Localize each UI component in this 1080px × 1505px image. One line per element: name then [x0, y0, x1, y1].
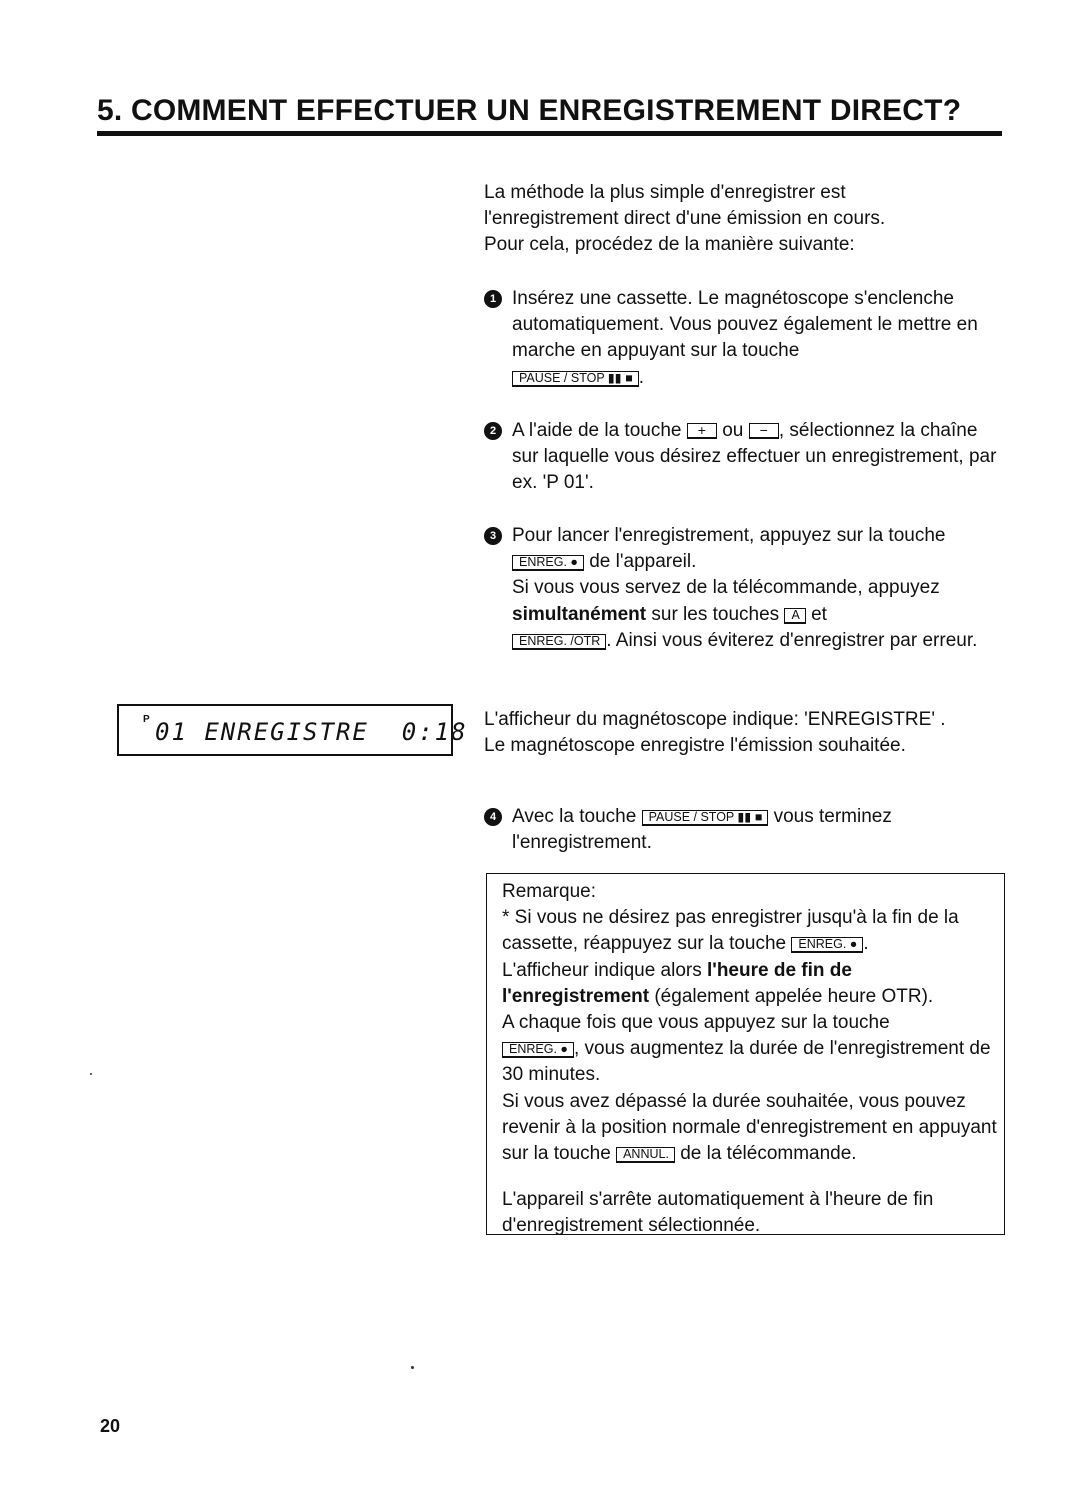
step-text: , sélectionnez la chaîne sur laquelle vous désirez effectuer un enregistrement, par ex. 'P 01'. [512, 420, 997, 494]
pause-stop-key: PAUSE / STOP ▮▮ ■ [642, 810, 769, 826]
step-text: Avec la touche [512, 806, 637, 827]
note-text: L'afficheur indique alors [502, 959, 702, 981]
display-readout: 01 ENREGISTRE 0:18 [155, 718, 468, 746]
note-text: Si vous avez dépassé la durée souhaitée, vous pouvez revenir à la position normale d'enregistrement en appuyant sur la touche [502, 1090, 997, 1165]
note-paragraph [502, 1010, 1004, 1089]
step-text: Si vous vous servez de la télécommande, appuyez [512, 577, 940, 599]
step-2 [484, 418, 1004, 497]
page-title: 5. COMMENT EFFECTUER UN ENREGISTREMENT DIRECT? [97, 94, 962, 127]
step-text: A l'aide de la touche [512, 420, 682, 441]
scan-speck [90, 1073, 92, 1075]
emphasis-text: simultanément [512, 603, 647, 625]
step-3 [484, 523, 1004, 654]
scan-speck [411, 1366, 414, 1369]
minus-key: − [749, 423, 779, 439]
note-text: , vous augmentez la durée de l'enregistrement de 30 minutes. [502, 1038, 991, 1086]
annul-key: ANNUL. [616, 1147, 675, 1163]
display-description [484, 707, 1024, 759]
step-text: . Ainsi vous éviterez d'enregistrer par erreur. [606, 629, 978, 651]
note-text: de la télécommande. [680, 1143, 857, 1165]
intro-line: l'enregistrement direct d'une émission en cours. [484, 208, 886, 230]
intro-line: Pour cela, procédez de la manière suivante: [484, 234, 855, 256]
a-key: A [784, 608, 805, 624]
step-number-badge: 1 [484, 290, 502, 308]
display-desc-line: Le magnétoscope enregistre l'émission souhaitée. [484, 735, 906, 757]
enreg-otr-key: ENREG. /OTR [512, 634, 606, 650]
step-number-badge: 3 [484, 527, 502, 545]
plus-key: + [687, 423, 717, 439]
pause-stop-key: PAUSE / STOP ▮▮ ■ [512, 371, 639, 387]
vcr-display-illustration [117, 704, 468, 756]
note-paragraph [502, 958, 1004, 1010]
step-number-badge: 4 [484, 808, 502, 826]
enreg-key: ENREG. ● [791, 937, 863, 953]
step-text: de l'appareil. [589, 551, 697, 573]
step-number-badge: 2 [484, 422, 502, 440]
note-paragraph: L'appareil s'arrête automatiquement à l'heure de fin d'enregistrement sélectionnée. [502, 1189, 934, 1237]
step-1 [484, 286, 1004, 391]
step-text: sur les touches [651, 603, 780, 625]
step-text: vous terminez l'enregistrement. [512, 806, 892, 854]
note-text: . [863, 933, 869, 955]
step-text: et [811, 603, 827, 625]
emphasis-text: l'heure de fin de l'enregistrement [502, 959, 852, 1007]
intro-paragraph [484, 180, 1004, 259]
enreg-key: ENREG. ● [512, 555, 584, 571]
note-text: (également appelée heure OTR). [654, 985, 934, 1007]
note-text: A chaque fois que vous appuyez sur la touche [502, 1012, 890, 1034]
step-text: Pour lancer l'enregistrement, appuyez sur la touche [512, 525, 946, 546]
note-heading: Remarque: [502, 881, 596, 902]
page-number: 20 [100, 1416, 121, 1436]
note-spacer [502, 1167, 1004, 1187]
note-text: * Si vous ne désirez pas enregistrer jusqu'à la fin de la cassette, réappuyez sur la touche [502, 907, 959, 955]
display-program-label: P [143, 714, 150, 725]
step-text: ou [722, 420, 744, 441]
enreg-key: ENREG. ● [502, 1042, 574, 1058]
step-text: Insérez une cassette. Le magnétoscope s'enclenche automatiquement. Vous pouvez également le mettre en marche en appuyant sur la touche [512, 288, 978, 362]
note-paragraph [502, 1089, 1004, 1168]
step-4 [484, 804, 1004, 856]
note-paragraph [502, 905, 1004, 957]
note-box [486, 873, 1005, 1235]
intro-line: La méthode la plus simple d'enregistrer est [484, 182, 846, 203]
display-desc-line: L'afficheur du magnétoscope indique: 'ENREGISTRE' . [484, 709, 946, 730]
step-text: . [638, 366, 644, 388]
title-underline [97, 131, 1002, 136]
